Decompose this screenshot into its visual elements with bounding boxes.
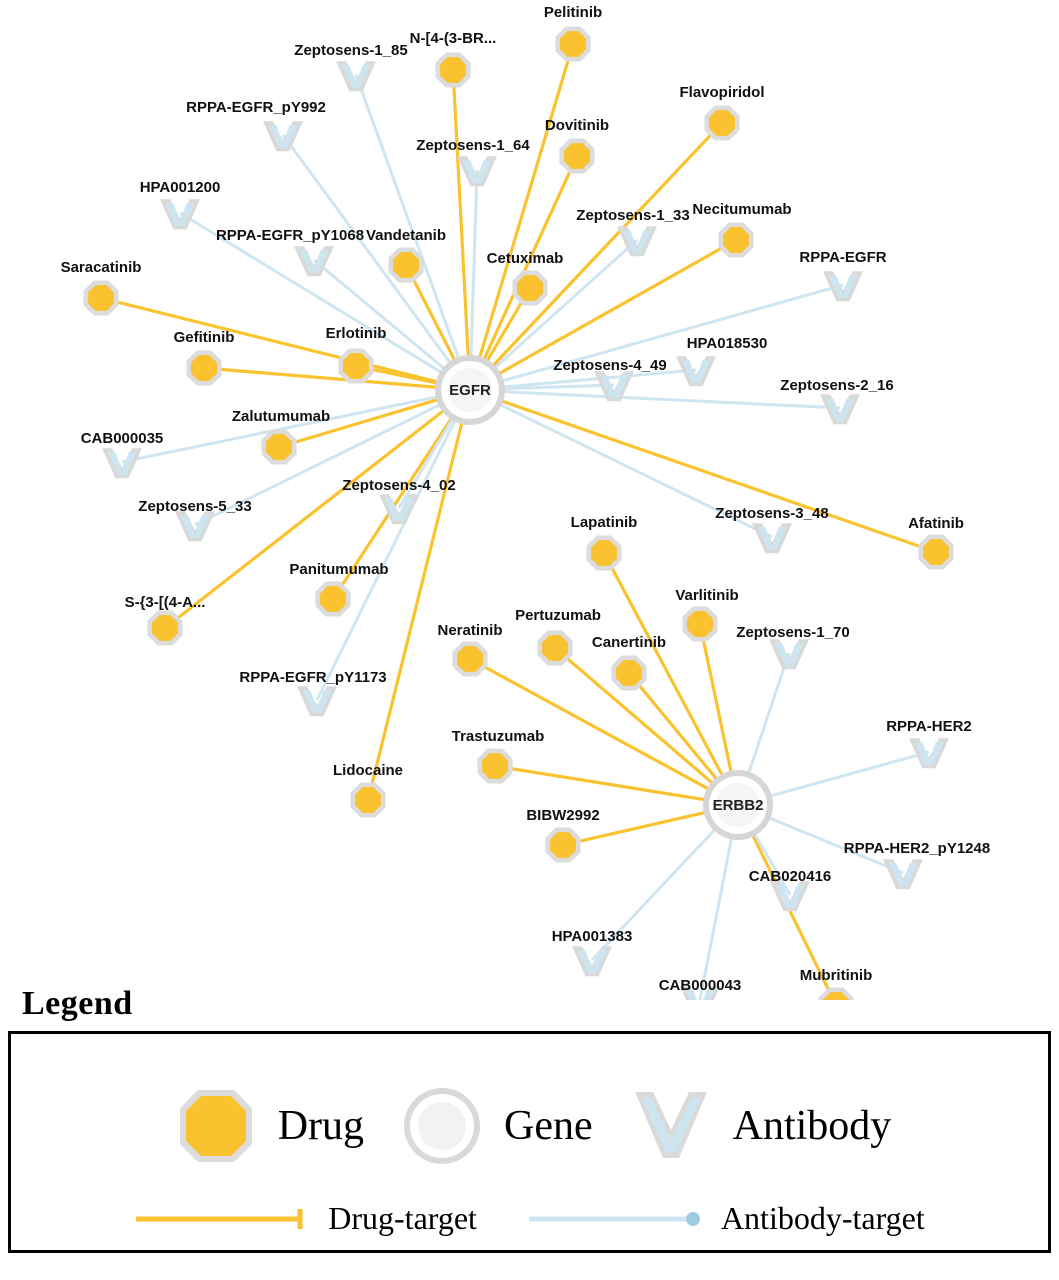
legend-label-antibody-target: Antibody-target <box>720 1200 925 1236</box>
drug-node[interactable] <box>586 535 621 570</box>
drug-node[interactable] <box>435 52 470 87</box>
node-label: HPA001383 <box>551 928 633 945</box>
node-label: RPPA-HER2 <box>886 718 972 735</box>
drug-node-shape <box>320 586 346 612</box>
drug-node-shape <box>440 57 466 83</box>
legend-box <box>8 1031 1051 1253</box>
drug-node-shape <box>152 615 178 641</box>
node-label: Necitumumab <box>692 201 792 218</box>
drug-node-shape <box>564 143 590 169</box>
legend-item-drug <box>168 1078 364 1174</box>
gene-icon <box>394 1078 490 1174</box>
node-label: Zeptosens-4_02 <box>342 477 456 494</box>
drug-node[interactable] <box>477 748 512 783</box>
node-label: RPPA-EGFR_pY1068 <box>215 227 365 244</box>
drug-node-shape <box>343 353 369 379</box>
antibody-node[interactable] <box>102 448 142 478</box>
drug-node-shape <box>355 787 381 813</box>
node-label: BIBW2992 <box>526 807 600 824</box>
label-layer <box>61 4 991 994</box>
node-label: Trastuzumab <box>451 728 545 745</box>
node-label: Cetuximab <box>486 250 564 267</box>
drug-node[interactable] <box>338 348 373 383</box>
antibody-node[interactable] <box>297 686 337 716</box>
node-label: Zeptosens-1_64 <box>416 137 530 154</box>
drug-node[interactable] <box>555 26 590 61</box>
node-label: Varlitinib <box>675 587 739 604</box>
legend-item-gene <box>394 1078 593 1174</box>
edge <box>495 285 843 383</box>
legend-title: Legend <box>22 985 133 1022</box>
edge <box>700 624 733 780</box>
drug-node-shape <box>723 227 749 253</box>
drug-target-edge-icon <box>134 1206 314 1232</box>
edge <box>488 123 722 371</box>
node-label: Zalutumumab <box>231 408 331 425</box>
node-label: Erlotinib <box>325 325 387 342</box>
drug-node[interactable] <box>704 105 739 140</box>
drug-node-shape <box>591 540 617 566</box>
node-label: Saracatinib <box>60 259 142 276</box>
drug-node-shape <box>550 832 576 858</box>
drug-node-shape <box>191 355 217 381</box>
edge <box>700 831 733 1000</box>
antibody-node[interactable] <box>883 859 923 889</box>
drug-node-shape <box>457 646 483 672</box>
drug-node[interactable] <box>350 782 385 817</box>
edge <box>471 170 477 364</box>
drug-node[interactable] <box>147 610 182 645</box>
antibody-icon <box>623 1078 719 1174</box>
drug-node[interactable] <box>718 222 753 257</box>
node-label: Zeptosens-1_33 <box>576 207 690 224</box>
drug-node[interactable] <box>682 606 717 641</box>
antibody-node[interactable] <box>752 523 792 553</box>
legend-item-antibody-target <box>527 1200 925 1237</box>
drug-node[interactable] <box>537 630 572 665</box>
antibody-node[interactable] <box>820 394 860 424</box>
antibody-node[interactable] <box>572 946 612 976</box>
node-label: Gefitinib <box>173 329 235 346</box>
legend-label-antibody: Antibody <box>732 1103 892 1149</box>
node-label: Dovitinib <box>544 117 610 134</box>
drug-node[interactable] <box>261 429 296 464</box>
edge-layer <box>101 44 936 1000</box>
node-label: Zeptosens-1_85 <box>294 42 408 59</box>
edge <box>477 44 573 365</box>
drug-node[interactable] <box>388 247 423 282</box>
drug-node-shape <box>687 611 713 637</box>
node-label: Pelitinib <box>543 4 603 21</box>
drug-node[interactable] <box>611 655 646 690</box>
gene-node-label: ERBB2 <box>712 797 764 814</box>
drug-node[interactable] <box>452 641 487 676</box>
drug-node[interactable] <box>512 270 547 305</box>
node-label: Neratinib <box>437 622 503 639</box>
drug-node-shape <box>542 635 568 661</box>
edge <box>356 75 461 366</box>
legend-item-antibody <box>623 1078 892 1174</box>
drug-node[interactable] <box>559 138 594 173</box>
drug-node[interactable] <box>315 581 350 616</box>
edge <box>763 752 929 798</box>
legend <box>8 985 1051 1253</box>
node-label: Flavopiridol <box>679 84 765 101</box>
gene-node-label: EGFR <box>449 382 491 399</box>
drug-node-shape <box>393 252 419 278</box>
node-label: RPPA-EGFR <box>799 249 887 266</box>
node-label: RPPA-EGFR_pY1173 <box>239 669 387 686</box>
legend-label-gene: Gene <box>504 1103 593 1149</box>
antibody-target-edge-icon <box>527 1206 707 1232</box>
node-label: CAB020416 <box>748 868 832 885</box>
node-label: Mubritinib <box>799 967 873 984</box>
node-label: CAB000043 <box>658 977 742 994</box>
edge <box>746 653 789 780</box>
node-label: HPA001200 <box>139 179 221 196</box>
node-label: Afatinib <box>908 515 964 532</box>
node-label: Lapatinib <box>570 514 638 531</box>
edge <box>101 298 445 384</box>
node-label: HPA018530 <box>686 335 768 352</box>
drug-node-shape <box>517 275 543 301</box>
antibody-node[interactable] <box>175 511 215 541</box>
edge <box>453 70 469 364</box>
drug-node-shape <box>88 285 114 311</box>
drug-node-shape <box>616 660 642 686</box>
node-label: Canertinib <box>591 634 667 651</box>
drug-node-shape <box>560 31 586 57</box>
node-label: Lidocaine <box>332 762 404 779</box>
drug-icon <box>168 1078 264 1174</box>
drug-node[interactable] <box>545 827 580 862</box>
node-label: Zeptosens-2_16 <box>780 377 894 394</box>
node-label: RPPA-HER2_pY1248 <box>843 840 991 857</box>
node-label: Vandetanib <box>365 227 447 244</box>
edge <box>495 399 936 552</box>
node-label: CAB000035 <box>80 430 164 447</box>
node-label: S-{3-[(4-A... <box>124 594 206 611</box>
legend-label-drug: Drug <box>277 1103 365 1149</box>
node-label: Panitumumab <box>289 561 389 578</box>
drug-node-shape <box>923 539 949 565</box>
drug-node-shape <box>266 434 292 460</box>
drug-node-shape <box>709 110 735 136</box>
drug-node[interactable] <box>186 350 221 385</box>
drug-node[interactable] <box>918 534 953 569</box>
legend-label-drug-target: Drug-target <box>328 1200 477 1236</box>
drug-node-shape <box>482 753 508 779</box>
node-label: Zeptosens-1_70 <box>736 624 850 641</box>
drug-node[interactable] <box>83 280 118 315</box>
node-label: RPPA-EGFR_pY992 <box>186 99 326 116</box>
node-label: Zeptosens-4_49 <box>553 357 667 374</box>
antibody-node[interactable] <box>770 881 810 911</box>
edge <box>495 766 712 801</box>
node-label: Zeptosens-3_48 <box>715 505 829 522</box>
legend-item-drug-target <box>134 1200 477 1237</box>
node-label: Zeptosens-5_33 <box>138 498 252 515</box>
node-label: N-[4-(3-BR... <box>409 30 497 47</box>
node-label: Pertuzumab <box>515 607 601 624</box>
